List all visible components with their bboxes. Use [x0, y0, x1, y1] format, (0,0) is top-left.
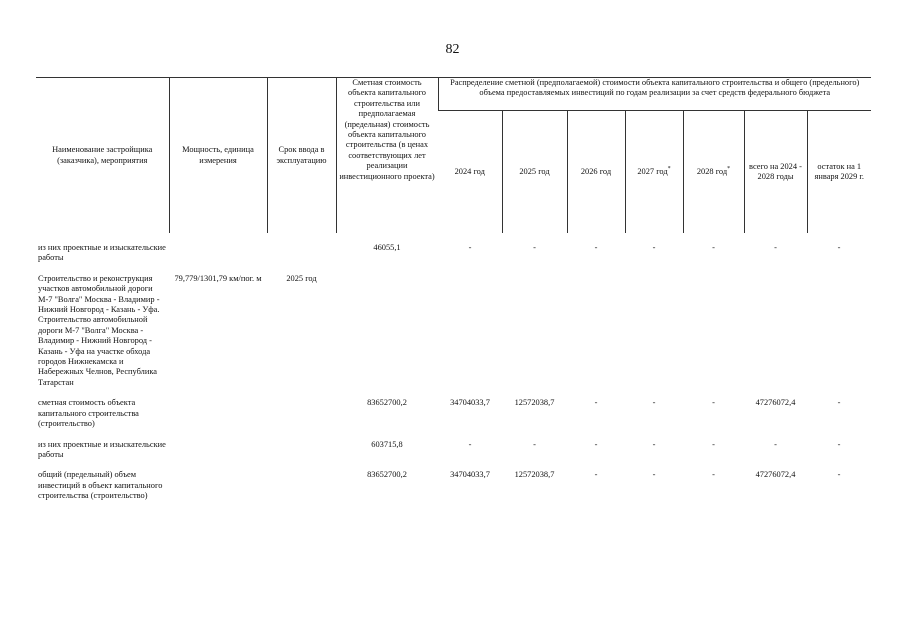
- value-2028: -: [712, 439, 715, 449]
- value-remainder: -: [837, 243, 841, 252]
- value-total: -: [774, 243, 777, 252]
- row-name: из них проектные и изыскательские работы: [38, 439, 166, 459]
- value-2025: 12572038,7: [514, 470, 555, 480]
- header-distribution: Распределение сметной (предполагаемой) стоимости объекта капитального строительства и общего (предельного) объема предоставляемых инвестиций по годам реализации за счет средств федерального бюджета: [438, 78, 871, 111]
- table-row: [36, 274, 871, 398]
- table-row: [36, 243, 871, 274]
- value-2024: [438, 274, 502, 398]
- row-cost: 83652700,2: [367, 470, 407, 480]
- value-remainder: -: [837, 439, 841, 449]
- value-2026: -: [594, 243, 598, 252]
- row-cost: 83652700,2: [367, 398, 407, 408]
- value-2027: -: [652, 398, 656, 408]
- value-2026: -: [594, 439, 598, 449]
- header-year-2026: 2026 год: [567, 111, 625, 234]
- value-2028: -: [712, 398, 715, 408]
- row-capacity: 79,779/1301,79 км/пог. м: [174, 273, 262, 283]
- value-total: [744, 274, 807, 398]
- header-deadline: Срок ввода в эксплуатацию: [267, 78, 336, 234]
- row-capacity: [169, 398, 267, 439]
- row-capacity: [169, 243, 267, 274]
- value-total: 47276072,4: [755, 470, 796, 480]
- value-2025: -: [533, 439, 536, 449]
- row-capacity: [169, 470, 267, 501]
- header-capacity: Мощность, единица измерения: [169, 78, 267, 234]
- row-deadline: [267, 398, 336, 439]
- value-2024: -: [468, 439, 472, 449]
- row-name: из них проектные и изыскательские работы: [38, 243, 166, 263]
- header-year-2024: 2024 год: [454, 166, 485, 176]
- value-2028: -: [712, 243, 715, 252]
- footnote-mark: *: [667, 166, 671, 172]
- value-2025: -: [533, 243, 536, 252]
- header-remainder: остаток на 1 января 2029 г.: [807, 111, 871, 234]
- row-deadline: [267, 440, 336, 471]
- value-2026: -: [594, 470, 598, 480]
- value-remainder: -: [837, 398, 841, 408]
- value-2028: [683, 274, 744, 398]
- value-2028: -: [712, 470, 715, 480]
- header-year-2027: 2027 год*: [625, 111, 683, 234]
- value-remainder: -: [837, 470, 841, 480]
- row-deadline: [267, 243, 336, 274]
- value-2026: -: [594, 398, 598, 408]
- header-total: всего на 2024 - 2028 годы: [744, 111, 807, 234]
- row-name: Строительство и реконструкция участков автомобильной дороги М-7 "Волга" Москва - Владимир - Нижний Новгород - Казань - Уфа. Строительство автомобильной дороги М-7 "Волга" Москва - Владимир - Нижний Новгород - Казань - Уфа на участке обхода городов Нижнекамска и Набережных Челнов, Республика Татарстан: [38, 273, 160, 387]
- row-cost: [336, 274, 438, 398]
- value-2027: -: [652, 470, 656, 480]
- value-2027: -: [652, 439, 656, 449]
- value-2026: [567, 274, 625, 398]
- footnote-mark: *: [727, 166, 731, 172]
- value-2025: [502, 274, 567, 398]
- value-2024: -: [468, 243, 472, 252]
- value-2024: 34704033,7: [450, 470, 490, 480]
- row-name: общий (предельный) объем инвестиций в объект капитального строительства (строительство): [38, 470, 163, 501]
- row-deadline: 2025 год: [286, 273, 317, 283]
- value-2025: 12572038,7: [514, 398, 555, 408]
- header-name: Наименование застройщика (заказчика), мероприятия: [36, 78, 169, 234]
- value-2027: -: [652, 243, 656, 252]
- row-cost: 46055,1: [373, 243, 401, 252]
- table-row: [36, 440, 871, 471]
- value-total: 47276072,4: [755, 398, 796, 408]
- header-year-2028: 2028 год*: [683, 111, 744, 234]
- header-year-2025: 2025 год: [502, 111, 567, 234]
- page-number: 82: [445, 42, 460, 57]
- value-2027: [625, 274, 683, 398]
- value-2024: 34704033,7: [450, 398, 490, 408]
- budget-table: [36, 77, 871, 502]
- value-remainder: [807, 274, 871, 398]
- row-cost: 603715,8: [371, 439, 403, 449]
- value-total: -: [774, 439, 777, 449]
- table-row: [36, 398, 871, 439]
- header-cost: Сметная стоимость объекта капитального строительства или предполагаемая (предельная) стоимость объекта капитального строительства (в ценах соответствующих лет реализации инвестиционного проекта): [336, 78, 438, 234]
- table-row: [36, 470, 871, 501]
- row-deadline: [267, 470, 336, 501]
- row-capacity: [169, 440, 267, 471]
- row-name: сметная стоимость объекта капитального строительства (строительство): [38, 398, 139, 429]
